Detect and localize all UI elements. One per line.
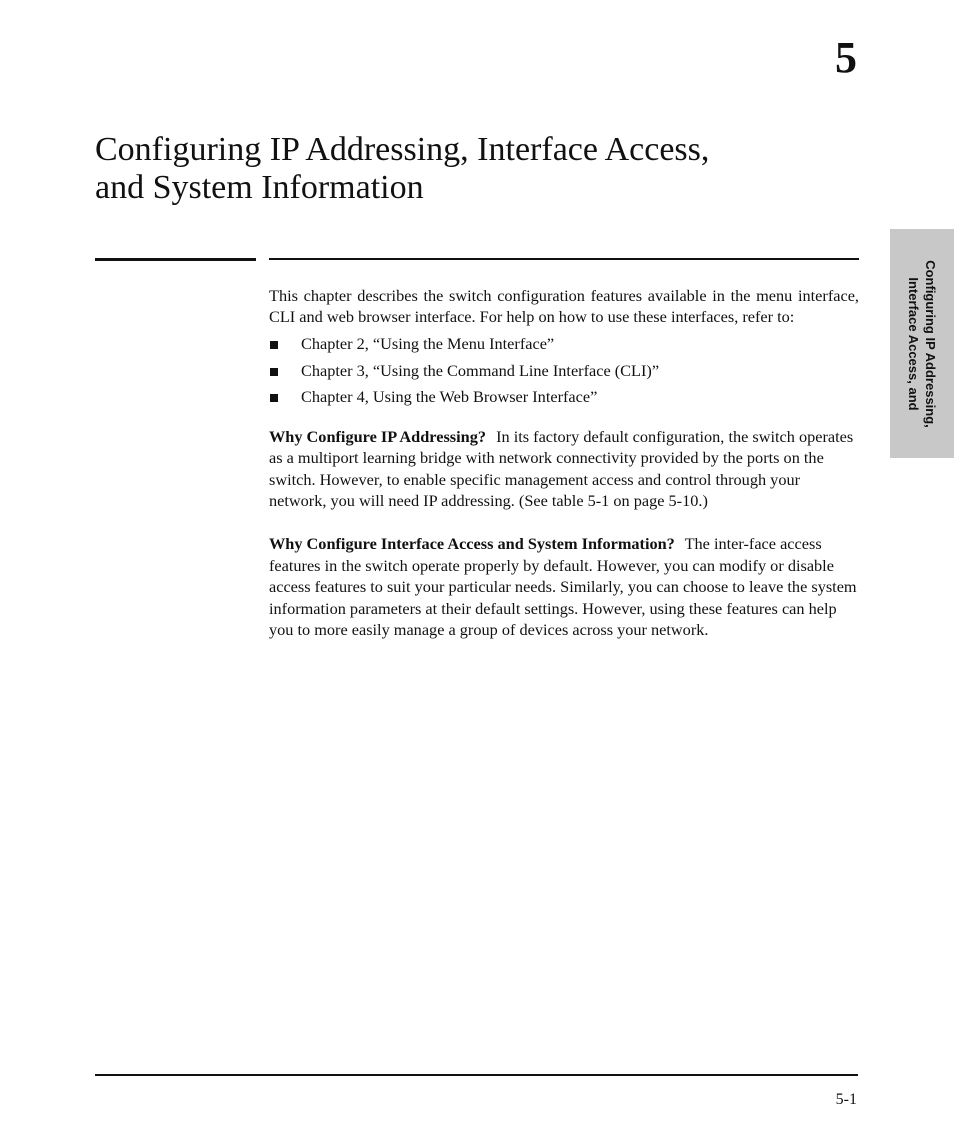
chapter-title-line-2: and System Information — [95, 169, 424, 206]
section-lead: Why Configure Interface Access and System Information? — [269, 534, 675, 554]
list-item-text: Chapter 3, “Using the Command Line Interface (CLI)” — [301, 360, 660, 380]
section-ip-addressing — [269, 426, 859, 512]
square-bullet-icon — [270, 394, 278, 402]
chapter-side-tab — [890, 229, 954, 458]
chapter-number: 5 — [835, 33, 857, 82]
heading-rule-left — [95, 258, 256, 261]
side-tab-label: Configuring IP Addressing, Interface Access, and — [906, 259, 938, 428]
section-text: In its factory default configuration, the switch operates as a multiport learning bridge with network connectivity provided by the ports on the switch. However, to enable specific management access and control through your network, you will need IP addressing. (See table 5-1 on page 5-10.) — [269, 426, 854, 511]
section-lead: Why Configure IP Addressing? — [269, 426, 486, 446]
list-item — [269, 333, 859, 354]
chapter-title-line-1: Configuring IP Addressing, Interface Access, — [95, 131, 710, 168]
page-number: 5-1 — [835, 1091, 857, 1108]
list-item — [269, 360, 859, 381]
body-column — [269, 285, 859, 640]
section-text: The inter-face access features in the switch operate properly by default. However, you can modify or disable access features to suit your particular needs. Similarly, you can choose to leave the system information parameters at their default settings. However, using these features can help you to more easily manage a group of devices across your network. — [269, 534, 857, 640]
list-item-text: Chapter 2, “Using the Menu Interface” — [301, 333, 555, 353]
section-interface-access — [269, 533, 859, 640]
chapter-title — [95, 131, 855, 207]
intro-paragraph: This chapter describes the switch configuration features available in the menu interface, CLI and web browser interface. For help on how to use these interfaces, refer to: — [269, 286, 859, 327]
chapter-list — [269, 333, 859, 408]
square-bullet-icon — [270, 341, 278, 349]
footer-rule — [95, 1074, 858, 1076]
list-item — [269, 386, 859, 407]
list-item-text: Chapter 4, Using the Web Browser Interface” — [301, 387, 598, 407]
square-bullet-icon — [270, 368, 278, 376]
heading-rule-right — [269, 258, 859, 260]
